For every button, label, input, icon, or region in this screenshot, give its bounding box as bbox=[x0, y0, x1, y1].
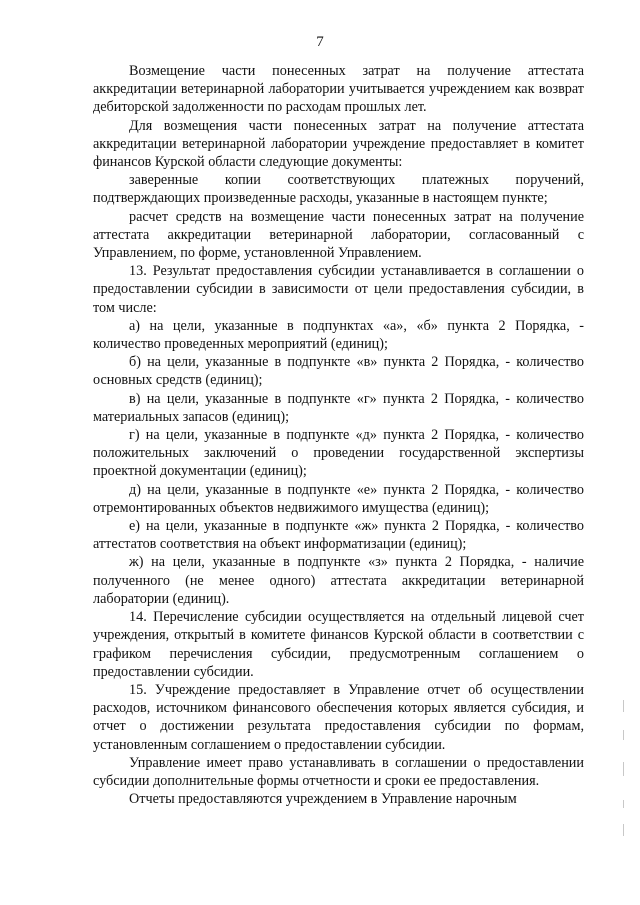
paragraph-item-15: 15. Учреждение предоставляет в Управление отчет об осуществлении расходов, источником финансового обеспечения которых является субсидия, и отчет о достижении результата предоставления субсидии по формам, установленным соглашением о предоставлении субсидии. bbox=[93, 681, 584, 753]
list-item-v: в) на цели, указанные в подпункте «г» пункта 2 Порядка, - количество материальных запасов (единиц); bbox=[93, 390, 584, 425]
paragraph-item-14: 14. Перечисление субсидии осуществляется на отдельный лицевой счет учреждения, открытый в комитете финансов Курской области в соответствии с графиком перечисления субсидии, предусмотренным соглашением о предоставлении субсидии. bbox=[93, 609, 584, 680]
page-number: 7 bbox=[316, 34, 324, 50]
list-item-d: д) на цели, указанные в подпункте «е» пункта 2 Порядка, - количество отремонтированных объектов недвижимого имущества (единиц); bbox=[93, 481, 584, 516]
paragraph-reports-delivery: Отчеты предоставляются учреждением в Управление нарочным bbox=[129, 791, 517, 808]
list-item-a: а) на цели, указанные в подпунктах «а», «б» пункта 2 Порядка, - количество проведенных мероприятий (единиц); bbox=[93, 317, 584, 353]
list-item-e: е) на цели, указанные в подпункте «ж» пункта 2 Порядка, - количество аттестатов соответствия на объект информатизации (единиц); bbox=[93, 518, 584, 553]
paragraph-calculation: расчет средств на возмещение части понесенных затрат на получение аттестата аккредитации ветеринарной лаборатории, согласованный с Управлением, по форме, установленной Управлением. bbox=[93, 208, 584, 262]
paragraph-reimbursement-accounting: Возмещение части понесенных затрат на получение аттестата аккредитации ветеринарной лаборатории учитывается учреждением как возврат дебиторской задолженности по расходам прошлых лет. bbox=[93, 63, 584, 116]
paragraph-reporting-forms: Управление имеет право устанавливать в соглашении о предоставлении субсидии дополнительные формы отчетности и сроки ее предоставления. bbox=[93, 754, 584, 789]
list-item-zh: ж) на цели, указанные в подпункте «з» пункта 2 Порядка, - наличие полученного (не менее одного) аттестата аккредитации ветеринарной лаборатории (единиц). bbox=[93, 554, 584, 607]
list-item-b: б) на цели, указанные в подпункте «в» пункта 2 Порядка, - количество основных средств (единиц); bbox=[93, 354, 584, 389]
list-item-g: г) на цели, указанные в подпункте «д» пункта 2 Порядка, - количество положительных заключений о проведении государственной экспертизы проектной документации (единиц); bbox=[93, 427, 584, 480]
paragraph-payment-orders: заверенные копии соответствующих платежных поручений, подтверждающих произведенные расходы, указанные в настоящем пункте; bbox=[93, 172, 584, 207]
scan-edge-marks bbox=[623, 700, 627, 840]
paragraph-documents-required: Для возмещения части понесенных затрат на получение аттестата аккредитации ветеринарной лаборатории учреждение предоставляет в комитет финансов Курской области следующие документы: bbox=[93, 117, 584, 171]
paragraph-item-13: 13. Результат предоставления субсидии устанавливается в соглашении о предоставлении субсидии в зависимости от цели предоставления субсидии, в том числе: bbox=[93, 263, 584, 316]
document-body bbox=[93, 62, 584, 808]
